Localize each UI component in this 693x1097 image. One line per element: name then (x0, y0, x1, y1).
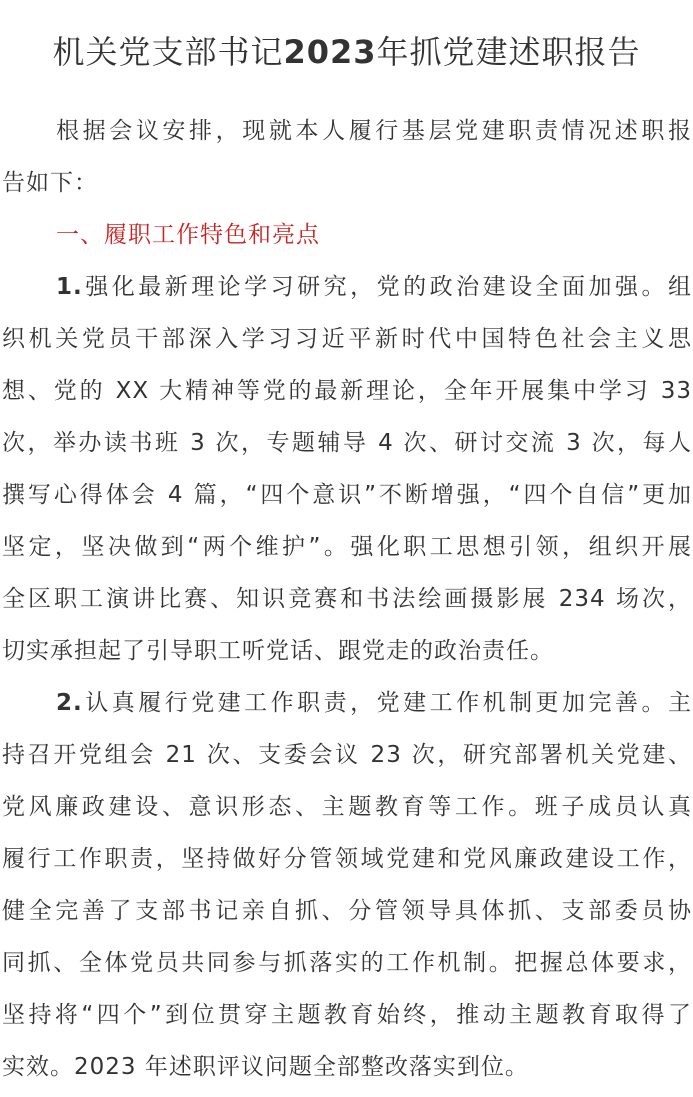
item2-line-6: 同抓、全体党员共同参与抓落实的工作机制。把握总体要求， (2, 950, 692, 976)
item1-line-8: 切实承担起了引导职工听党话、跟党走的政治责任。 (2, 638, 554, 664)
item1-line-5: 撰写心得体会 4 篇，“四个意识”不断增强，“四个自信”更加 (2, 482, 692, 508)
item1-line-6: 坚定，坚决做到“两个维护”。强化职工思想引领，组织开展 (2, 534, 692, 560)
title-part2: 年抓党建述职报告 (376, 33, 641, 71)
item1-line-4: 次，举办读书班 3 次，专题辅导 4 次、研讨交流 3 次，每人 (2, 430, 692, 456)
intro-line-1: 根据会议安排，现就本人履行基层党建职责情况述职报 (56, 118, 692, 144)
item2-line-3: 党风廉政建设、意识形态、主题教育等工作。班子成员认真 (2, 794, 692, 820)
title-part1: 机关党支部书记 (52, 33, 284, 71)
item2-line-2: 持召开党组会 21 次、支委会议 23 次，研究部署机关党建、 (2, 742, 692, 768)
item1-line-1 (2, 261, 692, 313)
section-heading: 一、履职工作特色和亮点 (56, 222, 320, 248)
item2-line-8: 实效。2023 年述职评议问题全部整改落实到位。 (2, 1054, 529, 1080)
item1-line-1-text: 强化最新理论学习研究，党的政治建设全面加强。组 (82, 274, 692, 300)
item1-number: 1. (56, 274, 83, 300)
item1-line-7: 全区职工演讲比赛、知识竞赛和书法绘画摄影展 234 场次， (2, 586, 692, 612)
item1-line-2: 织机关党员干部深入学习习近平新时代中国特色社会主义思 (2, 326, 692, 352)
intro-line-2: 告如下： (2, 170, 98, 196)
item2-line-1-text: 认真履行党建工作职责，党建工作机制更加完善。主 (82, 690, 692, 716)
item2-line-1 (2, 677, 692, 729)
item2-line-7: 坚持将“四个”到位贯穿主题教育始终，推动主题教育取得了 (2, 1002, 692, 1028)
item1-line-3: 想、党的 XX 大精神等党的最新理论，全年开展集中学习 33 (2, 378, 692, 404)
item2-line-4: 履行工作职责，坚持做好分管领域党建和党风廉政建设工作， (2, 846, 692, 872)
title-year: 2023 (283, 33, 377, 71)
item2-number: 2. (56, 690, 83, 716)
page-title (0, 28, 693, 76)
item2-line-5: 健全完善了支部书记亲自抓、分管领导具体抓、支部委员协 (2, 898, 692, 924)
document-body (2, 105, 692, 1093)
